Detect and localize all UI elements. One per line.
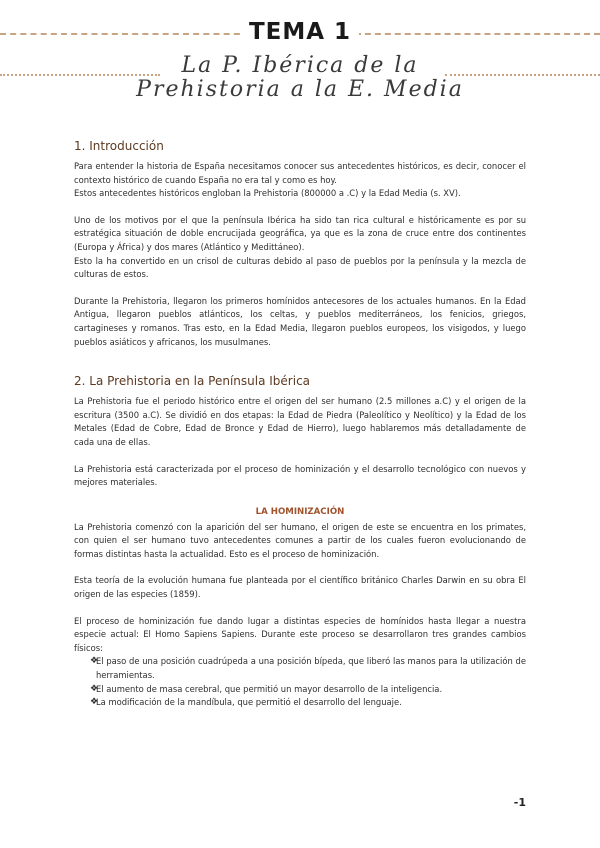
hominizacion-subheading: LA HOMINIZACIÓN (255, 506, 345, 517)
physical-changes-list (74, 655, 526, 709)
section-1-heading: 1. Introducción (74, 139, 164, 153)
diamond-bullet-icon: ❖ (90, 683, 99, 694)
list-item (74, 696, 526, 710)
section-2-paragraph-2: La Prehistoria está caracterizada por el proceso de hominización y el desarrollo tecnológico con nuevos y mejores materiales. (74, 463, 526, 488)
subtitle-line-2: Prehistoria a la E. Media (136, 77, 464, 102)
section-2-paragraph-5: El proceso de hominización fue dando lugar a distintas especies de homínidos hasta llegar a nuestra especie actual: El Homo Sapiens Sapiens. Durante este proceso se desarrollaron tres grandes cambios físicos: (74, 615, 526, 653)
section-1-paragraph-3: Uno de los motivos por el que la península Ibérica ha sido tan rica cultural e históricamente es por su estratégica situación de doble encrucijada geográfica, ya que es la zona de cruce entre dos continentes (Europa y África) y dos mares (Atlántico y Medittáneo). (74, 214, 526, 252)
section-1-paragraph-4: Esto la ha convertido en un crisol de culturas debido al paso de pueblos por la península y la mezcla de culturas de estos. (74, 255, 526, 280)
section-1-paragraph-5: Durante la Prehistoria, llegaron los primeros homínidos antecesores de los actuales humanos. En la Edad Antigua, llegaron pueblos atlánticos, los celtas, y pueblos mediterráneos, los fenicios, griegos, cartagineses y romanos. Tras esto, en la Edad Media, llegaron pueblos europeos, los visigodos, y luego pueblos asiáticos y africanos, los musulmanes. (74, 295, 526, 347)
list-item-text: El aumento de masa cerebral, que permitió un mayor desarrollo de la inteligencia. (96, 683, 443, 694)
section-1-paragraph-1: Para entender la historia de España necesitamos conocer sus antecedentes históricos, es decir, conocer el contexto histórico de cuando España no era tal y como es hoy. (74, 161, 526, 185)
section-2-paragraph-4: Esta teoría de la evolución humana fue planteada por el científico británico Charles Darwin en su obra El origen de las especies (1859). (74, 575, 526, 600)
page-number: -1 (513, 796, 526, 809)
section-2-paragraph-1: La Prehistoria fue el periodo histórico entre el origen del ser humano (2.5 millones a.C) y el origen de la escritura (3500 a.C). Se dividió en dos etapas: la Edad de Piedra (Paleolítico y Neolítico) y la Edad de los Metales (Edad de Cobre, Edad de Bronce y Edad de Hierro), luego hablaremos más detalladamente de cada una de ellas. (74, 396, 526, 447)
section-2-heading: 2. La Prehistoria en la Península Ibérica (74, 374, 311, 389)
list-item (74, 683, 526, 697)
section-2-paragraph-3: La Prehistoria comenzó con la aparición del ser humano, el origen de este se encuentra en los primates, con quien el ser humano tuvo antecedentes comunes a partir de los cuales fueron evolucionando de formas distintas hasta la actualidad. Esto es el proceso de hominización. (74, 521, 526, 559)
list-item (74, 655, 526, 682)
subtitle-line-1: La P. Ibérica de la (181, 53, 419, 78)
tema-title: TEMA 1 (0, 18, 600, 46)
diamond-bullet-icon: ❖ (90, 656, 99, 667)
document-body (74, 138, 526, 710)
diamond-bullet-icon: ❖ (90, 697, 99, 708)
list-item-text: El paso de una posición cuadrúpeda a una posición bípeda, que liberó las manos para la utilización de herramientas. (96, 656, 526, 681)
page-header (0, 14, 600, 104)
section-1-paragraph-2: Estos antecedentes históricos engloban la Prehistoria (800000 a .C) y la Edad Media (s. XV). (74, 188, 461, 199)
list-item-text: La modificación de la mandíbula, que permitió el desarrollo del lenguaje. (96, 697, 402, 708)
